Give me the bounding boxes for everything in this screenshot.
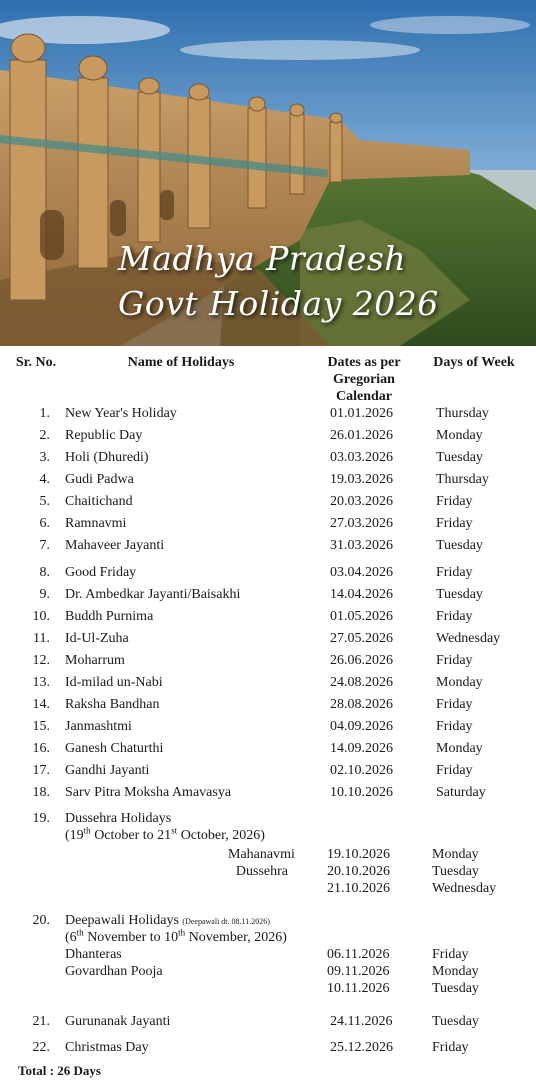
- holiday-day: Friday: [436, 609, 473, 624]
- holiday-date: 10.11.2026: [327, 981, 390, 996]
- header-sr-no: Sr. No.: [15, 355, 57, 370]
- range-part: (6: [65, 930, 77, 945]
- row-number: 15.: [32, 719, 50, 734]
- row-number: 11.: [33, 631, 50, 646]
- holiday-name: Sarv Pitra Moksha Amavasya: [65, 785, 232, 800]
- holiday-day: Tuesday: [436, 538, 483, 553]
- holiday-date: 03.03.2026: [330, 450, 393, 465]
- sub-holiday-label: Dussehra: [235, 864, 288, 879]
- holiday-date: 24.08.2026: [330, 675, 393, 690]
- holiday-name: Raksha Bandhan: [65, 697, 160, 712]
- holiday-date-range: [65, 929, 287, 946]
- holiday-name: Holi (Dhuredi): [65, 450, 149, 465]
- range-part: November, 2026): [185, 930, 287, 945]
- holiday-day: Friday: [436, 719, 473, 734]
- range-part: th: [76, 927, 84, 938]
- holiday-name: Buddh Purnima: [65, 609, 154, 624]
- total-days: Total : 26 Days: [18, 1063, 101, 1078]
- holiday-day: Friday: [436, 565, 473, 580]
- holiday-name: Moharrum: [65, 653, 125, 668]
- holiday-date: 14.04.2026: [330, 587, 393, 602]
- holiday-day: Monday: [432, 847, 479, 862]
- row-number: 20.: [32, 913, 50, 928]
- row-number: 22.: [32, 1040, 50, 1055]
- holiday-day: Saturday: [436, 785, 486, 800]
- holiday-name: Dussehra Holidays: [65, 811, 172, 826]
- header-day: Days of Week: [433, 355, 515, 370]
- row-number: 19.: [32, 811, 50, 826]
- holiday-day: Monday: [436, 428, 483, 443]
- holiday-date: 27.03.2026: [330, 516, 393, 531]
- holiday-date: 24.11.2026: [330, 1014, 393, 1029]
- holiday-note: (Deepawali dt. 08.11.2026): [182, 917, 270, 926]
- holiday-day: Monday: [432, 964, 479, 979]
- holiday-name: Id-Ul-Zuha: [65, 631, 129, 646]
- holiday-date: 02.10.2026: [330, 763, 393, 778]
- holiday-date: 27.05.2026: [330, 631, 393, 646]
- holiday-date: 20.10.2026: [327, 864, 390, 879]
- row-number: 21.: [32, 1014, 50, 1029]
- holiday-name: Janmashtmi: [65, 719, 132, 734]
- holiday-date: 09.11.2026: [327, 964, 390, 979]
- holiday-name: Gudi Padwa: [65, 472, 134, 487]
- row-number: 1.: [39, 406, 50, 421]
- holiday-name: Republic Day: [65, 428, 143, 443]
- holiday-name: Gandhi Jayanti: [65, 763, 150, 778]
- holiday-name: Ganesh Chaturthi: [65, 741, 164, 756]
- row-number: 12.: [32, 653, 50, 668]
- range-part: st: [171, 825, 178, 836]
- header-date: Dates as per Gregorian Calendar: [327, 355, 401, 404]
- holiday-date: 06.11.2026: [327, 947, 390, 962]
- banner-title-line1: Madhya Pradesh: [118, 239, 407, 278]
- sub-holiday-label: Mahanavmi: [228, 847, 295, 862]
- holiday-day: Friday: [436, 516, 473, 531]
- holiday-day: Friday: [436, 697, 473, 712]
- holiday-day: Thursday: [436, 406, 489, 421]
- holiday-day: Wednesday: [436, 631, 501, 646]
- holiday-day: Tuesday: [432, 1014, 479, 1029]
- holiday-day: Tuesday: [436, 450, 483, 465]
- holiday-date: 20.03.2026: [330, 494, 393, 509]
- holiday-day: Friday: [436, 494, 473, 509]
- holiday-day: Monday: [436, 741, 483, 756]
- holiday-day: Tuesday: [432, 981, 479, 996]
- range-part: th: [178, 927, 186, 938]
- row-number: 17.: [32, 763, 50, 778]
- holiday-date: 10.10.2026: [330, 785, 393, 800]
- holiday-name: Ramnavmi: [65, 516, 127, 531]
- banner: [0, 0, 536, 346]
- holiday-day: Tuesday: [436, 587, 483, 602]
- holiday-day: Tuesday: [432, 864, 479, 879]
- holiday-date: 26.01.2026: [330, 428, 393, 443]
- row-number: 18.: [32, 785, 50, 800]
- holiday-name-text: Deepawali Holidays: [65, 913, 179, 928]
- range-part: th: [83, 825, 91, 836]
- row-number: 14.: [32, 697, 50, 712]
- holiday-name: [65, 912, 270, 930]
- holiday-date: 19.10.2026: [327, 847, 390, 862]
- row-number: 13.: [32, 675, 50, 690]
- holiday-name: Chaitichand: [65, 494, 133, 509]
- holiday-name: Dr. Ambedkar Jayanti/Baisakhi: [65, 587, 241, 602]
- range-part: October, 2026): [177, 828, 265, 843]
- holiday-name: Gurunanak Jayanti: [65, 1014, 171, 1029]
- row-number: 5.: [39, 494, 50, 509]
- holiday-name: New Year's Holiday: [65, 406, 177, 421]
- holiday-day: Friday: [432, 947, 469, 962]
- row-number: 2.: [39, 428, 50, 443]
- banner-title: [118, 236, 536, 326]
- holiday-date: 31.03.2026: [330, 538, 393, 553]
- row-number: 16.: [32, 741, 50, 756]
- header-holiday-name: Name of Holidays: [127, 355, 235, 370]
- holiday-name: Mahaveer Jayanti: [65, 538, 165, 553]
- row-number: 6.: [39, 516, 50, 531]
- banner-title-line2: Govt Holiday 2026: [118, 284, 439, 323]
- range-part: (19: [65, 828, 84, 843]
- holiday-day: Wednesday: [432, 881, 497, 896]
- row-number: 9.: [39, 587, 50, 602]
- sub-holiday-label: Dhanteras: [65, 947, 122, 962]
- row-number: 4.: [39, 472, 50, 487]
- holiday-date: 28.08.2026: [330, 697, 393, 712]
- row-number: 8.: [39, 565, 50, 580]
- holiday-date: 26.06.2026: [330, 653, 393, 668]
- holiday-day: Thursday: [436, 472, 489, 487]
- holiday-date: 01.05.2026: [330, 609, 393, 624]
- holiday-day: Friday: [432, 1040, 469, 1055]
- row-number: 10.: [32, 609, 50, 624]
- holiday-date: 19.03.2026: [330, 472, 393, 487]
- holiday-name: Good Friday: [65, 565, 137, 580]
- sub-holiday-label: Govardhan Pooja: [65, 964, 163, 979]
- holiday-day: Friday: [436, 763, 473, 778]
- holiday-date: 21.10.2026: [327, 881, 390, 896]
- row-number: 7.: [39, 538, 50, 553]
- row-number: 3.: [39, 450, 50, 465]
- holiday-date: 01.01.2026: [330, 406, 393, 421]
- range-part: November to 10: [83, 930, 179, 945]
- holiday-day: Friday: [436, 653, 473, 668]
- holiday-date-range: [65, 827, 265, 844]
- holiday-date: 25.12.2026: [330, 1040, 393, 1055]
- holiday-date: 03.04.2026: [330, 565, 393, 580]
- holiday-name: Id-milad un-Nabi: [65, 675, 163, 690]
- holiday-name: Christmas Day: [65, 1040, 149, 1055]
- holiday-date: 04.09.2026: [330, 719, 393, 734]
- range-part: October to 21: [90, 828, 172, 843]
- holiday-date: 14.09.2026: [330, 741, 393, 756]
- holiday-day: Monday: [436, 675, 483, 690]
